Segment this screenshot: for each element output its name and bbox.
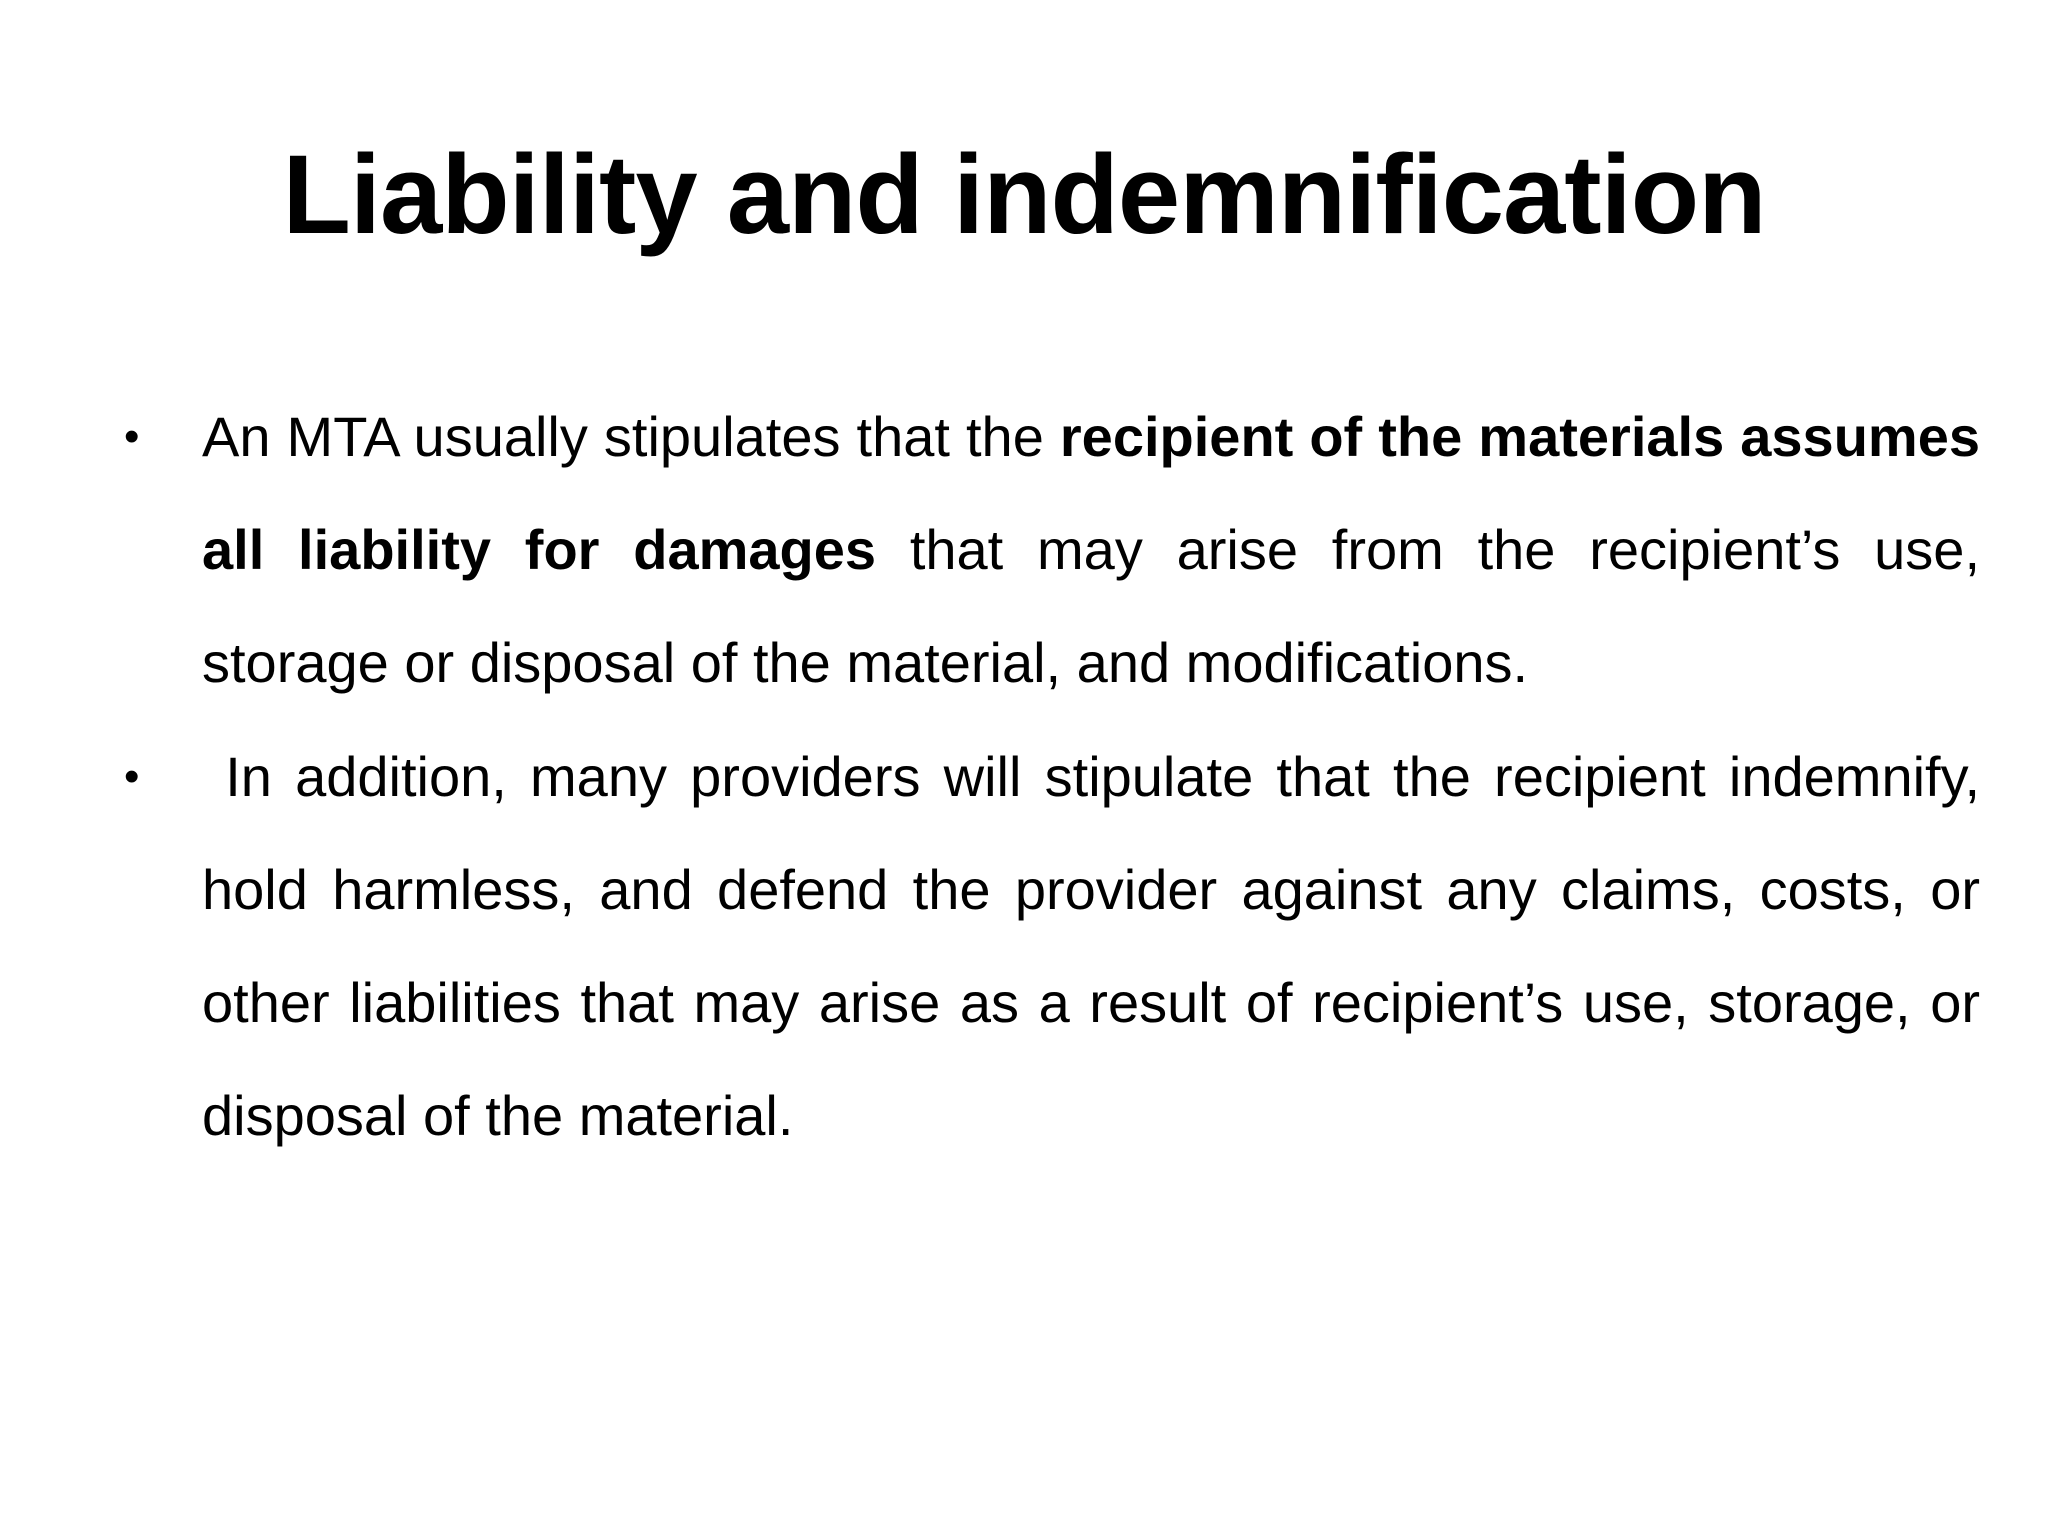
bullet-dot-icon: • xyxy=(124,412,140,461)
slide-title: Liability and indemnification xyxy=(282,132,1766,257)
bullet-text-after: that may arise from the recipient’s use, storage or disposal of the material, and modifications. xyxy=(202,518,1980,694)
bullet-text-before: An MTA usually stipulates that the xyxy=(202,405,1060,468)
bullet-item xyxy=(120,380,1980,719)
bullet-item xyxy=(120,720,1996,1172)
bullet-text: In addition, many providers will stipulate that the recipient indemnify, hold harmless, and defend the provider against any claims, costs, or other liabilities that may arise as a result of recipient’s use, storage, or disposal of the material. xyxy=(202,745,1996,1147)
bullet-dot-icon: • xyxy=(124,752,140,801)
bullet-text-bold: recipient of the materials assumes all liability for damages xyxy=(202,405,1980,581)
bullet-list xyxy=(120,380,1996,1172)
